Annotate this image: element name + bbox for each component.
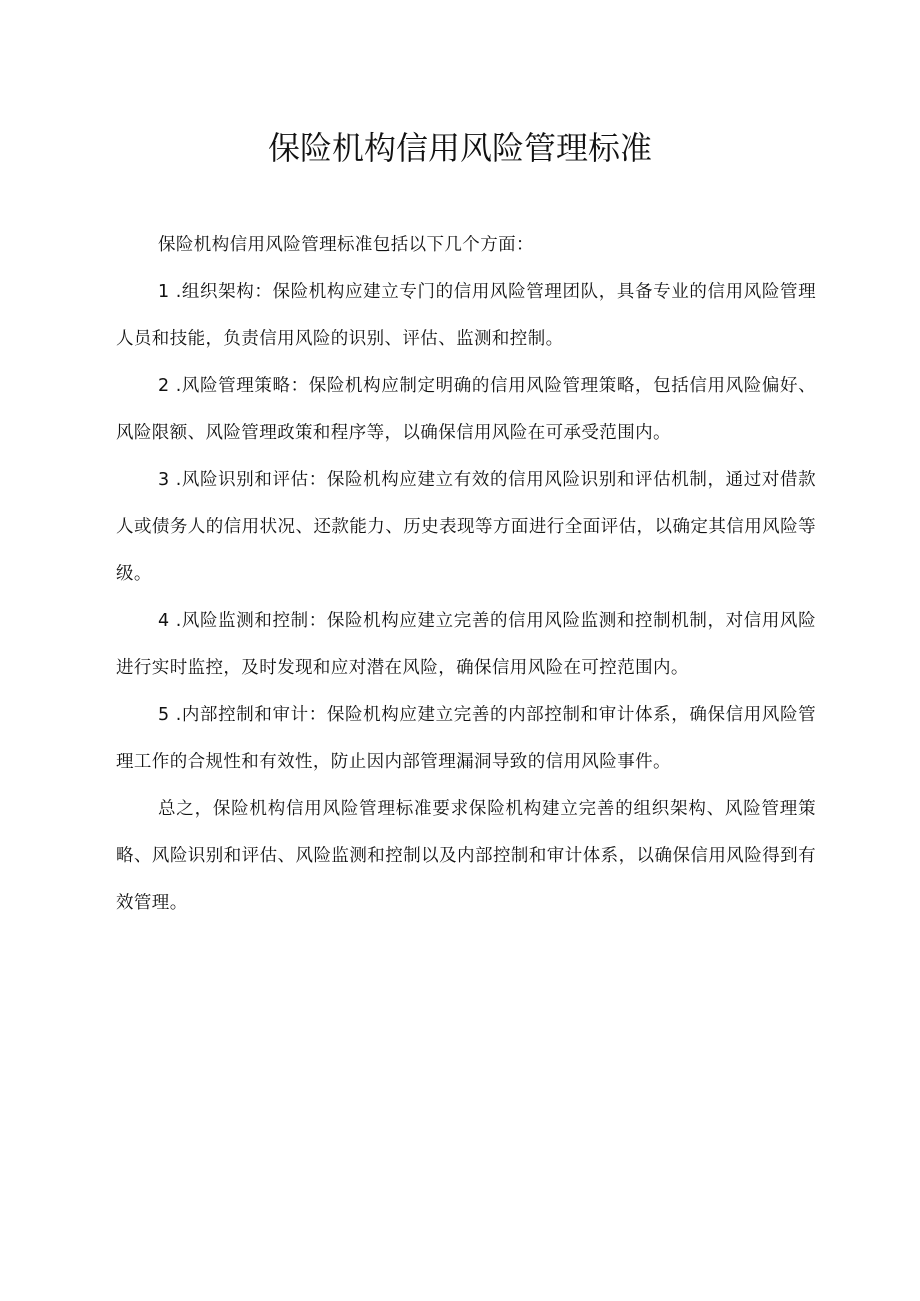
paragraph-identification: 3 .风险识别和评估：保险机构应建立有效的信用风险识别和评估机制，通过对借款人或债务人的信用状况、还款能力、历史表现等方面进行全面评估，以确定其信用风险等级。 bbox=[116, 470, 816, 584]
intro-paragraph: 保险机构信用风险管理标准包括以下几个方面： bbox=[158, 235, 534, 255]
summary-paragraph: 总之，保险机构信用风险管理标准要求保险机构建立完善的组织架构、风险管理策略、风险识别和评估、风险监测和控制以及内部控制和审计体系，以确保信用风险得到有效管理。 bbox=[116, 799, 816, 913]
document-title: 保险机构信用风险管理标准 bbox=[267, 129, 652, 167]
paragraph-organization: 1 .组织架构：保险机构应建立专门的信用风险管理团队，具备专业的信用风险管理人员和技能，负责信用风险的识别、评估、监测和控制。 bbox=[116, 282, 816, 349]
paragraph-strategy: 2 .风险管理策略：保险机构应制定明确的信用风险管理策略，包括信用风险偏好、风险限额、风险管理政策和程序等，以确保信用风险在可承受范围内。 bbox=[116, 376, 816, 443]
paragraph-monitoring: 4 .风险监测和控制：保险机构应建立完善的信用风险监测和控制机制，对信用风险进行实时监控，及时发现和应对潜在风险，确保信用风险在可控范围内。 bbox=[116, 611, 816, 678]
paragraph-internal-control: 5 .内部控制和审计：保险机构应建立完善的内部控制和审计体系，确保信用风险管理工作的合规性和有效性，防止因内部管理漏洞导致的信用风险事件。 bbox=[116, 705, 816, 772]
document-body bbox=[116, 222, 816, 927]
